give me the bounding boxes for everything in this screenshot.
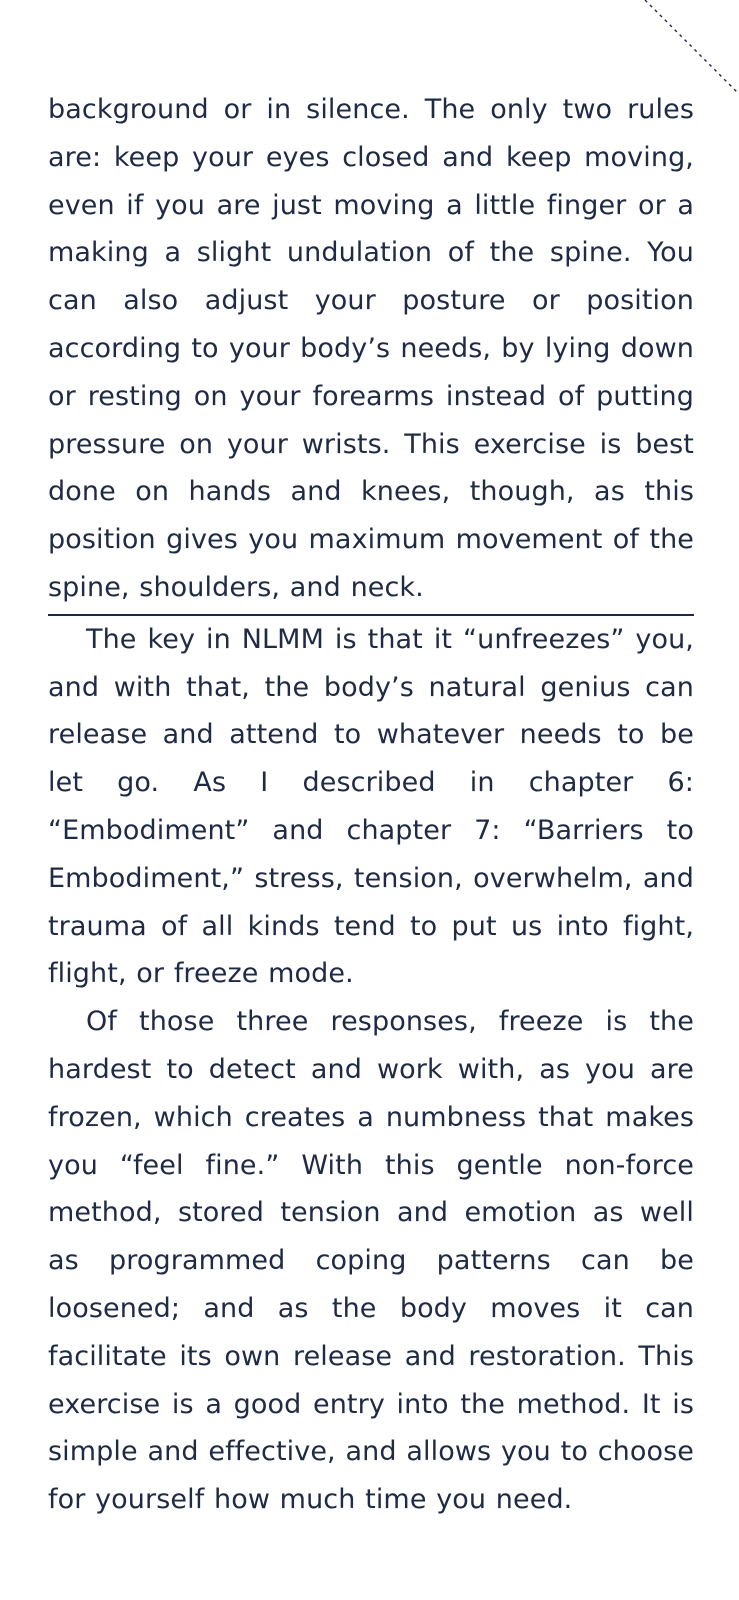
paragraph-1: background or in silence. The only two rules are: keep your eyes closed and keep moving, even if you are just moving a little finger or a making a slight undulation of the spine. You can also adjust your posture or position according to your body’s needs, by lying down or resting on your forearms instead of putting pressure on your wrists. This exercise is best done on hands and knees, though, as this position gives you maximum movement of the spine, shoulders, and neck. [48, 94, 694, 603]
paragraph-2: The key in NLMM is that it “unfreezes” you, and with that, the body’s natural genius can release and attend to whatever needs to be let go. As I described in chapter 6: “Embodiment” and chapter 7: “Barriers to Embodiment,” stress, tension, overwhelm, and trauma of all kinds tend to put us into fight, flight, or freeze mode. [48, 623, 694, 990]
paragraph-3: Of those three responses, freeze is the hardest to detect and work with, as you are frozen, which creates a numbness that makes you “feel fine.” With this gentle non-force method, stored tension and emotion as well as programmed coping patterns can be loosened; and as the body moves it can facilitate its own release and restoration. This exercise is a good entry into the method. It is simple and effective, and allows you to choose for yourself how much time you need. [48, 1006, 694, 1516]
page-corner-fold [0, 0, 739, 100]
page-body [48, 86, 694, 1524]
